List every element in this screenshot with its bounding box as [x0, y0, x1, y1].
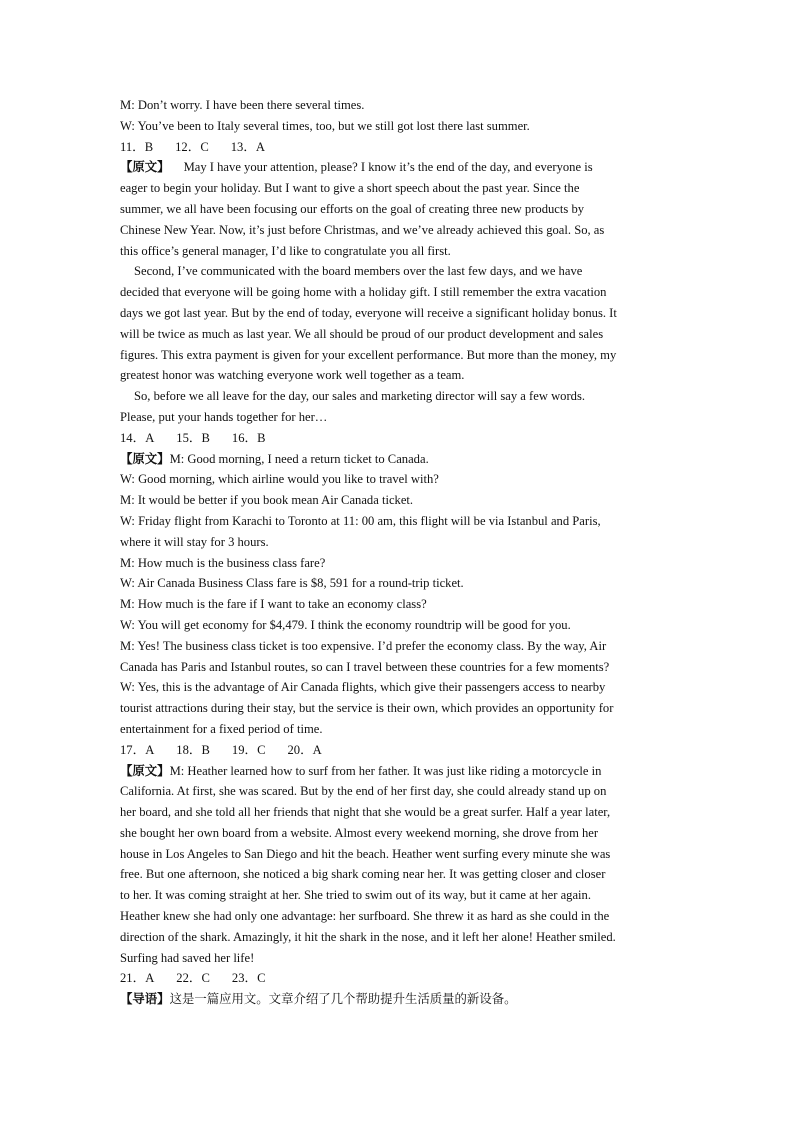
transcript-passage-17 [120, 761, 680, 969]
passage-line: Heather knew she had only one advantage: her surfboard. She threw it as hard as she could in the [120, 909, 610, 924]
dialogue-line: tourist attractions during their stay, but the service is their own, which provides an opportunity for [120, 701, 614, 716]
answer-item: 17．A [120, 742, 155, 757]
answer-item: 23．C [231, 971, 266, 986]
guide-text: 这是一篇应用文。文章介绍了几个帮助提升生活质量的新设备。 [169, 991, 517, 1007]
passage-line: So, before we all leave for the day, our sales and marketing director will say a few words. [134, 389, 586, 404]
guide-tag: 【导语】 [120, 991, 170, 1007]
transcript-tag: 【原文】 [120, 762, 170, 778]
passage-line: decided that everyone will be going home with a holiday gift. I still remember the extra vacation [120, 285, 607, 300]
passage-line: house in Los Angeles to San Diego and hit the beach. Heather went surfing every minute she was [120, 846, 611, 861]
dialogue-line: M: Good morning, I need a return ticket to Canada. [169, 451, 429, 466]
document-page [120, 95, 680, 1010]
dialogue-line: M: Yes! The business class ticket is too expensive. I’d prefer the economy class. By the way, Air [120, 638, 607, 653]
dialogue-line: Canada has Paris and Istanbul routes, so can I travel between these countries for a few moments? [120, 659, 610, 674]
passage-line: Surfing had saved her life! [120, 950, 255, 965]
answer-item: 15．B [176, 430, 210, 445]
dialogue-line: M: How much is the business class fare? [120, 555, 326, 570]
transcript-tag: 【原文】 [120, 450, 170, 466]
answer-item: 19．C [231, 742, 266, 757]
guide-line [120, 989, 680, 1010]
passage-line: M: Heather learned how to surf from her father. It was just like riding a motorcycle in [169, 763, 602, 778]
dialogue-line: M: It would be better if you book mean Air Canada ticket. [120, 493, 414, 508]
answer-item: 12．C [175, 139, 209, 154]
dialogue-line: M: Don’t worry. I have been there several times. [120, 98, 365, 112]
answer-item: 20．A [287, 742, 322, 757]
answer-item: 14．A [120, 430, 155, 445]
transcript-passage-14 [120, 449, 680, 740]
passage-line: to her. It was coming straight at her. She tried to swim out of its way, but it came at her again. [120, 888, 591, 903]
dialogue-line: W: Yes, this is the advantage of Air Canada flights, which give their passengers access to nearby [120, 680, 606, 695]
answer-item: 13．A [230, 139, 266, 154]
answer-key-14-16 [120, 428, 680, 449]
answer-key-17-20 [120, 740, 680, 761]
passage-line: eager to begin your holiday. But I want to give a short speech about the past year. Since the [120, 181, 580, 196]
passage-line: her board, and she told all her friends that night that she would be a great surfer. Half a year later, [120, 805, 611, 820]
dialogue-line: W: You will get economy for $4,479. I think the economy roundtrip will be good for you. [120, 617, 571, 632]
passage-line: Second, I’ve communicated with the board members over the last few days, and we have [134, 264, 583, 279]
passage-line: greatest honor was watching everyone work well together as a team. [120, 368, 465, 383]
passage-line: May I have your attention, please? I know it’s the end of the day, and everyone is [183, 160, 593, 175]
dialogue-line: where it will stay for 3 hours. [120, 534, 269, 549]
transcript-passage-11 [120, 157, 680, 427]
dialogue-line: M: How much is the fare if I want to take an economy class? [120, 597, 427, 612]
passage-line: figures. This extra payment is given for your excellent performance. But more than the money, my [120, 347, 617, 362]
answer-item: 11．B [120, 139, 154, 154]
answer-key-11-13 [120, 137, 680, 158]
answer-item: 16．B [231, 430, 266, 445]
dialogue-line: entertainment for a fixed period of time. [120, 721, 323, 736]
passage-line: Please, put your hands together for her… [120, 409, 328, 424]
passage-line: summer, we all have been focusing our efforts on the goal of creating three new products by [120, 201, 585, 216]
dialogue-line: W: You’ve been to Italy several times, too, but we still got lost there last summer. [120, 118, 530, 133]
passage-line: this office’s general manager, I’d like to congratulate you all first. [120, 243, 451, 258]
passage-line: Chinese New Year. Now, it’s just before Christmas, and we’ve already achieved this goal. So, as [120, 222, 605, 237]
dialogue-line: W: Good morning, which airline would you like to travel with? [120, 472, 439, 487]
passage-line: direction of the shark. Amazingly, it hit the shark in the nose, and it left her alone! Heather smiled. [120, 929, 616, 944]
answer-item: 21．A [120, 971, 155, 986]
passage-line: will be twice as much as last year. We all should be proud of our product development and sales [120, 326, 604, 341]
passage-line: days we got last year. But by the end of today, everyone will receive a significant holiday bonus. It [120, 305, 617, 320]
passage-line: she bought her own board from a website. Almost every weekend morning, she drove from her [120, 825, 599, 840]
answer-item: 18．B [176, 742, 210, 757]
passage-line: California. At first, she was scared. But by the end of her first day, she could already stand up on [120, 784, 607, 799]
dialogue-line: W: Air Canada Business Class fare is $8, 591 for a round-trip ticket. [120, 576, 464, 591]
transcript-tag: 【原文】 [120, 159, 170, 175]
dialogue-line: W: Friday flight from Karachi to Toronto at 11: 00 am, this flight will be via Istanbul and Paris, [120, 513, 601, 528]
passage-line: free. But one afternoon, she noticed a big shark coming near her. It was getting closer and closer [120, 867, 606, 882]
answer-key-21-23 [120, 968, 680, 989]
answer-item: 22．C [176, 971, 210, 986]
